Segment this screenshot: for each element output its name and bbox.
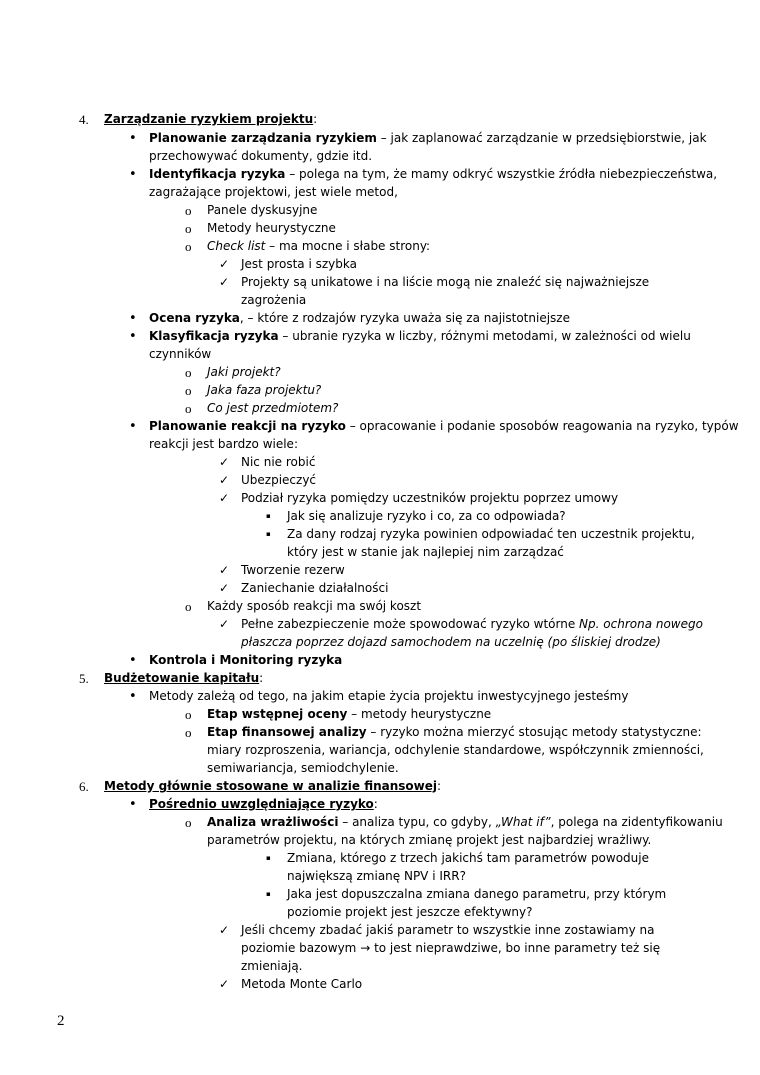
sub-item: Co jest przedmiotem? (207, 401, 339, 415)
check-icon: ✓ (219, 581, 230, 595)
square-marker: ▪ (266, 512, 271, 520)
check-icon: ✓ (219, 455, 230, 469)
list-item-continuation: zagrażające projektowi, jest wiele metod, (149, 185, 398, 199)
check-icon: ✓ (219, 923, 230, 937)
check-item: Jest prosta i szybka (241, 257, 357, 271)
check-icon: ✓ (219, 473, 230, 487)
circle-marker: o (185, 221, 192, 236)
list-number: 4. (79, 112, 89, 127)
check-icon: ✓ (219, 257, 230, 271)
square-marker: ▪ (266, 854, 271, 862)
check-icon: ✓ (219, 977, 230, 991)
list-item: Pośrednio uwzględniające ryzyko: (149, 797, 378, 811)
check-icon: ✓ (219, 563, 230, 577)
list-item-continuation: czynników (149, 347, 212, 361)
list-item: Klasyfikacja ryzyka – ubranie ryzyka w liczby, różnymi metodami, w zależności od wielu (149, 329, 691, 343)
circle-marker: o (185, 815, 192, 830)
list-item-continuation: przechowywać dokumenty, gdzie itd. (149, 149, 373, 163)
check-item: Podział ryzyka pomiędzy uczestników projektu poprzez umowy (241, 491, 619, 505)
sub-item: Jaka faza projektu? (207, 383, 322, 397)
sub-item: Metody heurystyczne (207, 221, 336, 235)
list-item: Planowanie reakcji na ryzyko – opracowanie i podanie sposobów reagowania na ryzyko, typów (149, 419, 739, 433)
circle-marker: o (185, 365, 192, 380)
check-icon: ✓ (219, 491, 230, 505)
sub-item: Jaki projekt? (207, 365, 281, 379)
bullet-marker: • (129, 311, 137, 326)
circle-marker: o (185, 383, 192, 398)
bullet-marker: • (129, 419, 137, 434)
bullet-marker: • (129, 689, 137, 704)
bullet-marker: • (129, 131, 137, 146)
sub-item: Check list – ma mocne i słabe strony: (207, 239, 431, 253)
check-item-continuation: płaszcza poprzez dojazd samochodem na uczelnię (po śliskiej drodze) (241, 635, 661, 649)
square-item-continuation: który jest w stanie jak najlepiej nim zarządzać (287, 545, 564, 559)
circle-marker: o (185, 725, 192, 740)
bullet-marker: • (129, 653, 137, 668)
check-item: Pełne zabezpieczenie może spowodować ryzyko wtórne Np. ochrona nowego (241, 617, 703, 631)
list-item-continuation: reakcji jest bardzo wiele: (149, 437, 298, 451)
circle-marker: o (185, 401, 192, 416)
sub-item: Panele dyskusyjne (207, 203, 318, 217)
check-item: Metoda Monte Carlo (241, 977, 363, 991)
check-item: Nic nie robić (241, 455, 316, 469)
circle-marker: o (185, 707, 192, 722)
sub-item-continuation: parametrów projektu, na których zmianę projekt jest najbardziej wrażliwy. (207, 833, 652, 847)
list-item: Identyfikacja ryzyka – polega na tym, że mamy odkryć wszystkie źródła niebezpieczeństwa, (149, 167, 718, 181)
list-item: Ocena ryzyka, – które z rodzajów ryzyka uważa się za najistotniejsze (149, 311, 570, 325)
circle-marker: o (185, 239, 192, 254)
check-item-continuation: zagrożenia (241, 293, 307, 307)
check-item: Jeśli chcemy zbadać jakiś parametr to wszystkie inne zostawiamy na (241, 923, 655, 937)
check-item: Projekty są unikatowe i na liście mogą nie znaleźć się najważniejsze (241, 275, 650, 289)
square-item: Za dany rodzaj ryzyka powinien odpowiadać ten uczestnik projektu, (287, 527, 695, 541)
square-marker: ▪ (266, 530, 271, 538)
section-heading: Zarządzanie ryzykiem projektu: (104, 112, 318, 126)
sub-item: Każdy sposób reakcji ma swój koszt (207, 599, 422, 613)
list-number: 5. (79, 671, 89, 686)
square-item: Zmiana, którego z trzech jakichś tam parametrów powoduje (287, 851, 649, 865)
circle-marker: o (185, 203, 192, 218)
bullet-marker: • (129, 167, 137, 182)
sub-item: Analiza wrażliwości – analiza typu, co gdyby, „What if”, polega na zidentyfikowaniu (207, 815, 723, 829)
sub-item: Etap wstępnej oceny – metody heurystyczne (207, 707, 492, 721)
square-item-continuation: największą zmianę NPV i IRR? (287, 869, 466, 883)
list-item: Metody zależą od tego, na jakim etapie życia projektu inwestycyjnego jesteśmy (149, 689, 629, 703)
square-marker: ▪ (266, 890, 271, 898)
circle-marker: o (185, 599, 192, 614)
sub-item-continuation: miary rozproszenia, wariancja, odchylenie standardowe, współczynnik zmienności, (207, 743, 704, 757)
check-item: Ubezpieczyć (241, 473, 317, 487)
section-heading: Metody głównie stosowane w analizie finansowej: (104, 779, 442, 793)
check-item: Tworzenie rezerw (241, 563, 345, 577)
bullet-marker: • (129, 797, 137, 812)
list-number: 6. (79, 779, 89, 794)
page-number: 2 (57, 1013, 65, 1029)
check-item: Zaniechanie działalności (241, 581, 389, 595)
list-item: Planowanie zarządzania ryzykiem – jak zaplanować zarządzanie w przedsiębiorstwie, jak (149, 131, 707, 145)
list-item: Kontrola i Monitoring ryzyka (149, 653, 343, 667)
square-item-continuation: poziomie projekt jest jeszcze efektywny? (287, 905, 533, 919)
square-item: Jak się analizuje ryzyko i co, za co odpowiada? (287, 509, 566, 523)
check-icon: ✓ (219, 617, 230, 631)
arrow-right-icon: → (360, 941, 371, 955)
square-item: Jaka jest dopuszczalna zmiana danego parametru, przy którym (287, 887, 667, 901)
check-icon: ✓ (219, 275, 230, 289)
sub-item: Etap finansowej analizy – ryzyko można mierzyć stosując metody statystyczne: (207, 725, 702, 739)
check-item-continuation: zmieniają. (241, 959, 303, 973)
check-item-continuation: poziomie bazowym → to jest nieprawdziwe, bo inne parametry też się (241, 941, 661, 955)
sub-item-continuation: semiwariancja, semiodchylenie. (207, 761, 399, 775)
section-heading: Budżetowanie kapitału: (104, 671, 264, 685)
bullet-marker: • (129, 329, 137, 344)
